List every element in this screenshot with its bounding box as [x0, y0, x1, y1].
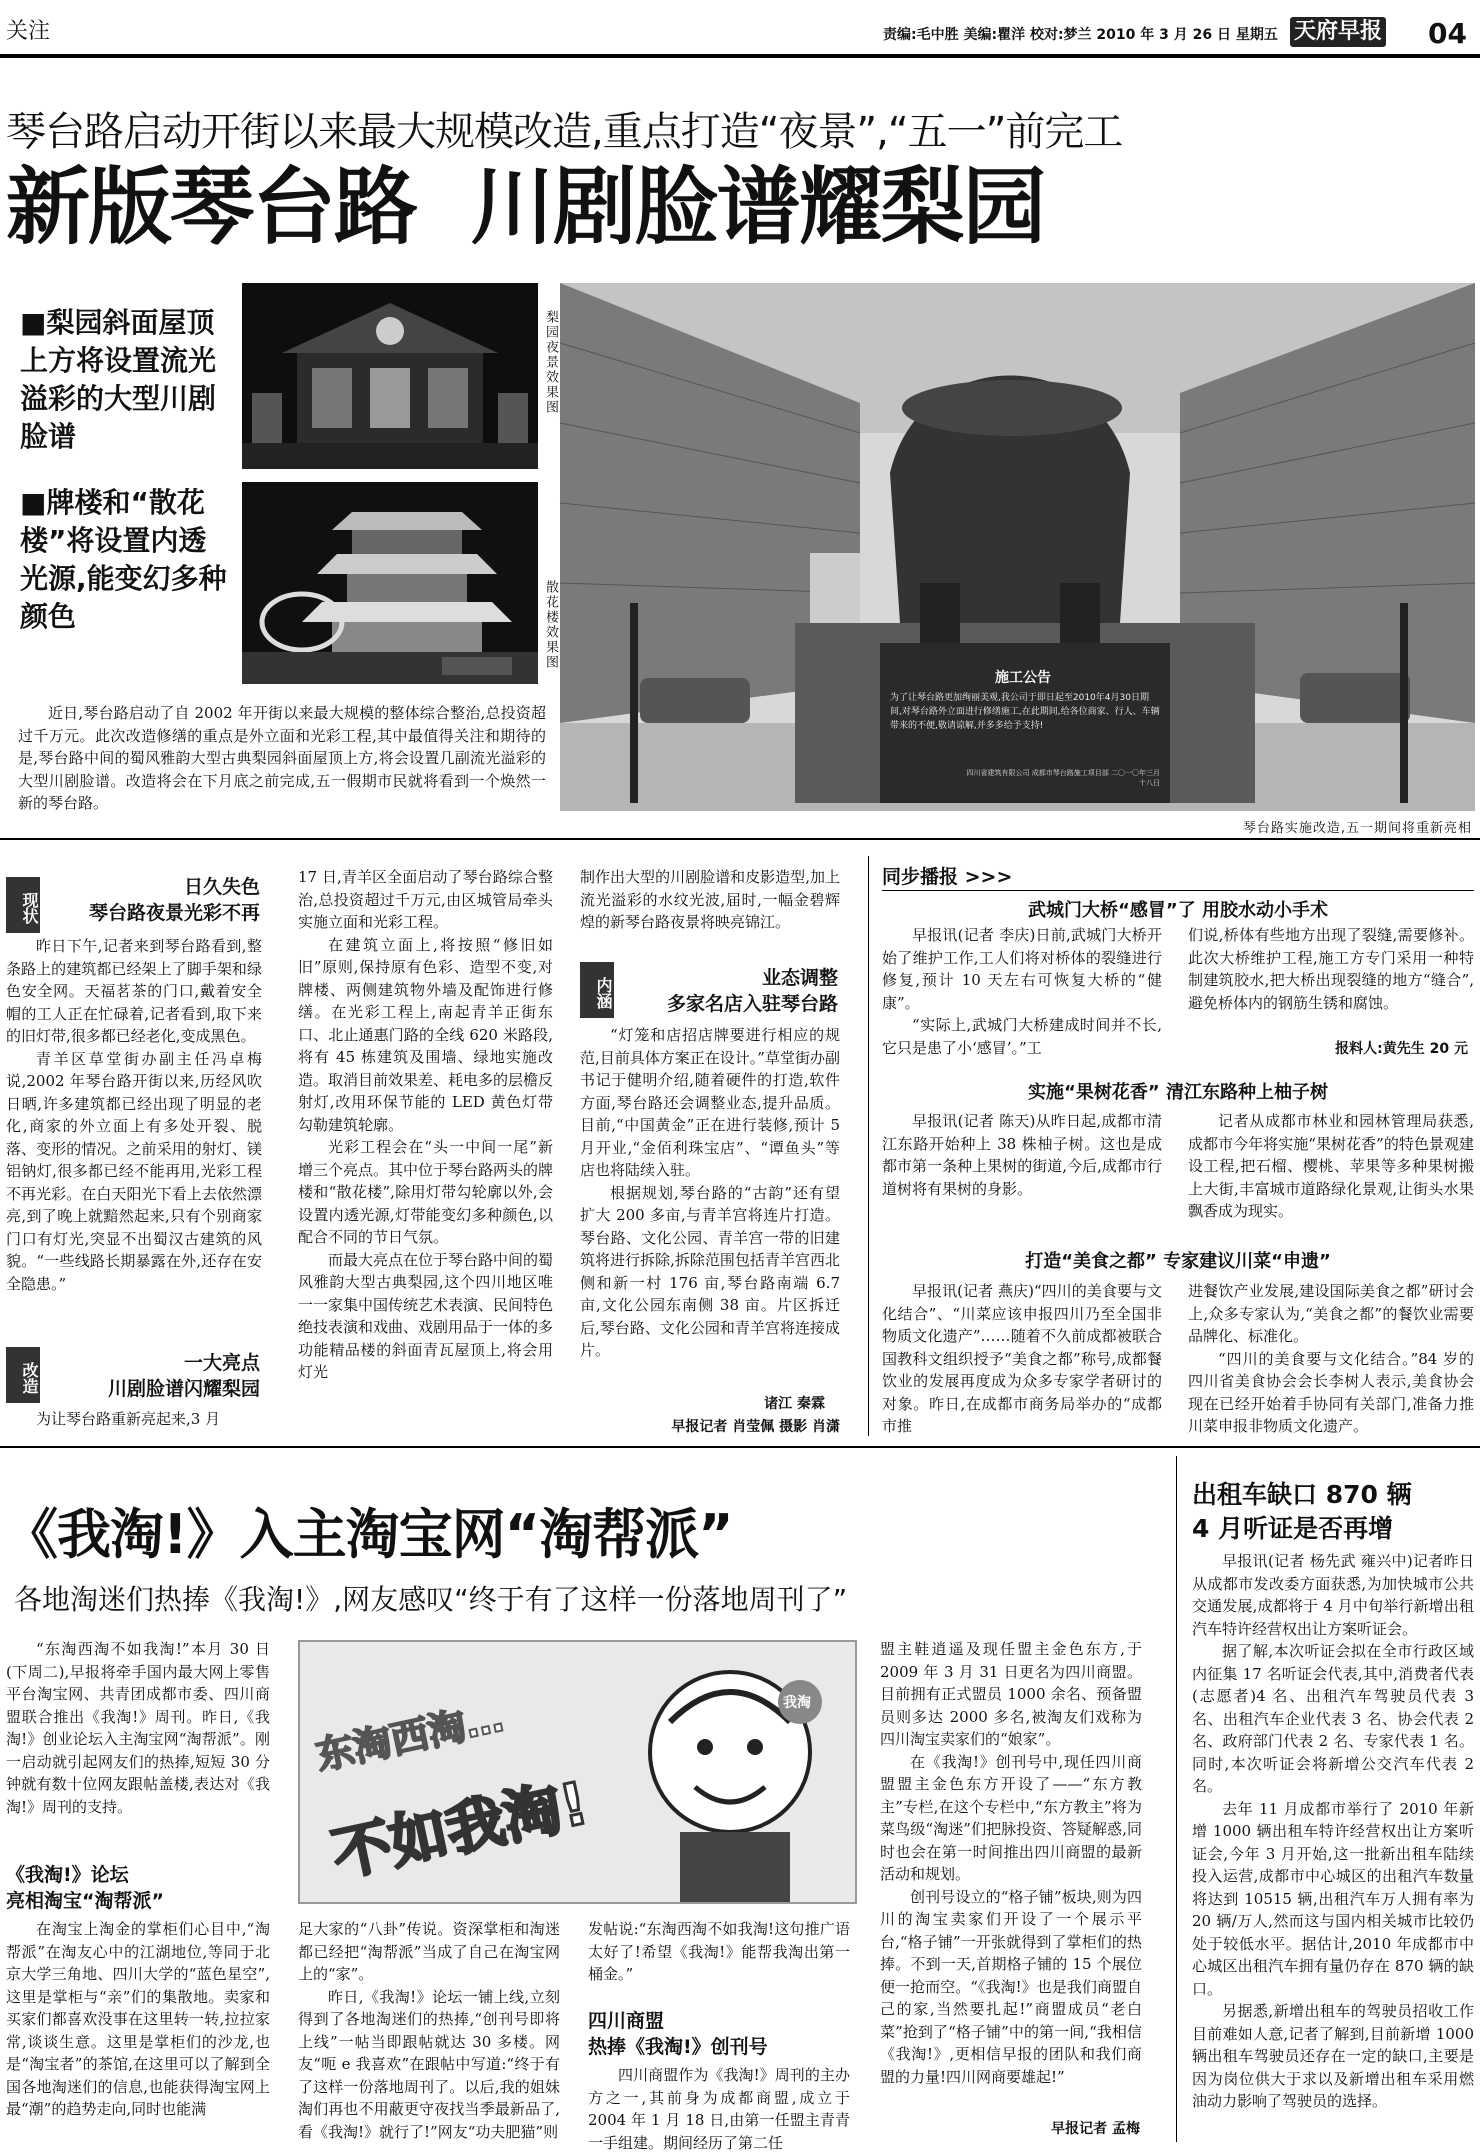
- brief-title-1: 武城门大桥“感冒”了 用胶水动小手术: [1028, 900, 1328, 921]
- story2-col1b-p1: 在淘宝上淘金的掌柜们心目中,“淘帮派”在淘友心中的江湖地位,等同于北京大学三角地、四川大学的“蓝色星空”,这里是掌柜与“亲”们的集散地。卖家和买家们都喜欢没事在这里转一转,拉拉家常,谈谈生意。这里是掌柜们的沙龙,也是“淘宝者”的茶馆,在这里可以了解到全国各地淘迷们的信息,也能获得淘宝网上最“潮”的趋势走向,同时也能满: [6, 1920, 270, 2118]
- wotao-promo-line-1: 东淘西淘…: [312, 1695, 508, 1779]
- story1-col1-p2: 青羊区草堂街办副主任冯卓梅说,2002 年琴台路开街以来,历经风吹日晒,许多建筑都已经出现了明显的老化,商家的外立面上有多处开裂、脱落、变形的情况。之前采用的射灯、镁铝钠灯,很多都已经不能再用,光彩工程不再光彩。在白天阳光下看上去依然漂亮,到了晚上就黯然起来,只有个别商家门口有灯光,突显不出蜀汉古建筑的风貌。“一些线路长期暴露在外,还存在安全隐患。”: [6, 1049, 262, 1293]
- brief-3-p1: 早报讯(记者 燕庆)“四川的美食要与文化结合”、“川菜应该申报四川乃至全国非物质文化遗产”……随着不久前成都被联合国教科文组织授予“美食之都”称号,成都餐饮业的发展再度成为众多专家学者研讨的对象。昨日,在成都市商务局举办的“成都市推: [882, 1282, 1162, 1435]
- story2-signature: 早报记者 孟梅: [1051, 2121, 1140, 2137]
- story3-title: [1192, 1478, 1474, 1546]
- story2-subhead-2a: 四川商盟: [588, 2010, 665, 2032]
- construction-notice-text: 为了让琴台路更加绚丽美观,我公司于即日起至2010年4月30日期间,对琴台路外立面进行修缮施工,在此期间,给各位商家、行人、车辆带来的不便,敬请谅解,并多多给予支持!: [890, 693, 1160, 731]
- lead-photo-caption: 琴台路实施改造,五一期间将重新亮相: [1242, 821, 1472, 836]
- wotao-promo-cartoon: [298, 1640, 857, 1904]
- story2-col3b-p1: 四川商盟作为《我淘!》周刊的主办方之一,其前身为成都商盟,成立于 2004 年 1 月 18 日,由第一任盟主青青一手组建。期间经历了第二任: [588, 2066, 850, 2152]
- badge-renovation: 改造: [6, 1347, 40, 1403]
- story1-col3b: [580, 1024, 840, 1394]
- lead-bottom-rule: [0, 838, 1480, 840]
- mid-rule: [0, 1446, 1480, 1448]
- brief-1-p2: “实际上,武城门大桥建成时间并不长,它只是患了小‘感冒’。”工: [882, 1016, 1162, 1057]
- story2-col4-p3: 创刊号设立的“格子铺”板块,则为四川的淘宝卖家们开设了一个展示平台,“格子铺”一开张就得到了掌柜们的热捧。不到一天,首期格子铺的 15 个展位便一抢而空。“《我淘!》也是我们商盟自己的家,当然要扎起!”商盟成员“老白菜”抢到了“格子铺”中的第一间,“我相信《我淘!》,更相信早报的团队和我们商盟的力量!四川网商要雄起!”: [880, 1887, 1142, 2086]
- story2-col3: [588, 1918, 850, 1988]
- page-number: 04: [1428, 17, 1467, 50]
- masthead-logo: 天府早报: [1290, 17, 1386, 47]
- brief-2-p1: 早报讯(记者 陈天)从昨日起,成都市清江东路开始种上 38 株柚子树。这也是成都市第一条种上果树的街道,今后,成都市行道树将有果树的身影。: [882, 1112, 1162, 1198]
- story1-subhead-2: [50, 1350, 260, 1402]
- story1-col1-tail: [6, 1408, 262, 1432]
- story3-p4: 另据悉,新增出租车的驾驶员招收工作目前难如人意,记者了解到,目前新增 1000 辆出租车驾驶员还存在一定的缺口,主要是因为岗位供大于求以及新增出租车采用燃油动力影响了驾驶员的选择。: [1192, 2002, 1474, 2110]
- brief-2-col-b: [1188, 1110, 1474, 1220]
- story1-col3b-p2: 根据规划,琴台路的“古韵”还有望扩大 200 多亩,与青羊宫将连片打造。琴台路、文化公园、青羊宫一带的旧建筑将进行拆除,拆除范围包括青羊宫西北侧和新一村 176 亩,琴台路南端 6.7 亩,文化公园东南侧 38 亩。片区拆迁后,琴台路、文化公园和青羊宫将连接成片。: [580, 1183, 840, 1359]
- story1-col2-p2: 在建筑立面上,将按照“修旧如旧”原则,保持原有色彩、造型不变,对牌楼、两侧建筑物外墙及配饰进行修缮。在光彩工程上,南起青羊正街东口、北止通惠门路的全线 620 米路段,将有 45 栋建筑及围墙、绿地实施改造。取消目前效果差、耗电多的层檐反射灯,改用环保节能的 LED 黄色灯带勾勒建筑轮廓。: [298, 935, 554, 1134]
- construction-notice-footer: 四川省建筑有限公司 成都市琴台路施工项目部 二〇一〇年三月十八日: [966, 769, 1160, 787]
- brief-divider: [868, 856, 869, 1436]
- story1-col2-p3: 光彩工程会在“头一中间一尾”新增三个亮点。其中位于琴台路两头的牌楼和“散花楼”,除用灯带勾轮廓以外,会设置内透光源,灯带能变幻多种颜色,以配合不同的节日气氛。: [298, 1138, 554, 1246]
- story1-subhead-2b: 川剧脸谱闪耀梨园: [107, 1378, 260, 1400]
- sanhua-tower-render: [242, 482, 538, 684]
- story1-subhead-2a: 一大亮点: [183, 1352, 260, 1374]
- story1-col3b-p1: “灯笼和店招店牌要进行相应的规范,目前具体方案正在设计。”草堂街办副书记于健明介绍,随着硬件的打造,软件方面,琴台路还会调整业态,提升品质。目前,“中国黄金”正在进行装修,预计 5 月开业,“金佰利珠宝店”、“谭鱼头”等店也将陆续入驻。: [580, 1026, 840, 1179]
- story2-col2-p1: 足大家的“八卦”传说。资深掌柜和淘迷都已经把“淘帮派”当成了自己在淘宝网上的“家”。: [298, 1920, 560, 1983]
- lead-title: 新版琴台路 川剧脸谱耀梨园: [6, 158, 1045, 256]
- brief-3-col-b: [1188, 1280, 1474, 1438]
- editor-line: 责编:毛中胜 美编:瞿洋 校对:梦兰 2010 年 3 月 26 日 星期五: [883, 27, 1278, 43]
- brief-title-2: 实施“果树花香” 清江东路种上柚子树: [1028, 1082, 1328, 1103]
- story2-subhead-1a: 《我淘!》论坛: [6, 1864, 129, 1886]
- wotao-promo-line-2: 不如我淘!: [326, 1768, 594, 1890]
- story1-signature-1: 诸江 秦霖: [764, 1396, 825, 1412]
- story3-title-line-1: 出租车缺口 870 辆: [1192, 1480, 1412, 1509]
- story2-col4: [880, 1638, 1142, 2118]
- story1-col1-p1: 昨日下午,记者来到琴台路看到,整条路上的建筑都已经架上了脚手架和绿色安全网。天福茗茶的门口,戴着安全帽的工人正在忙碌着,记者看到,取下来的旧灯带,很多都已经老化,变成黑色。: [6, 937, 262, 1045]
- story2-col1: [6, 1638, 270, 1848]
- brief-3-col-a: [882, 1280, 1162, 1438]
- story2-title: 《我淘!》入主淘宝网“淘帮派”: [4, 1503, 733, 1566]
- story2-subhead-2b: 热捧《我淘!》创刊号: [588, 2036, 768, 2058]
- brief-header-rule: [882, 890, 1474, 891]
- lead-bullet-2: ■牌楼和“散花楼”将设置内透光源,能变幻多种颜色: [20, 486, 227, 633]
- story1-subhead-1a: 日久失色: [183, 876, 260, 898]
- story1-subhead-3a: 业态调整: [761, 967, 838, 989]
- story1-subhead-3: [620, 965, 838, 1017]
- story2-col3-p1: 发帖说:“东淘西淘不如我淘!这句推广语太好了!希望《我淘!》能帮我淘出第一桶金。”: [588, 1920, 850, 1983]
- lead-intro-text: 近日,琴台路启动了自 2002 年开街以来最大规模的整体综合整治,总投资超过千万元。此次改造修缮的重点是外立面和光彩工程,其中最值得关注和期待的是,琴台路中间的蜀风雅韵大型古典梨园斜面屋顶上方,将会设置几副流光溢彩的大型川剧脸谱。改造将会在下月底之前完成,五一假期市民就将看到一个焕然一新的琴台路。: [18, 704, 546, 812]
- story2-col2: [298, 1918, 560, 2141]
- caption-sanhua: 散花楼效果图: [543, 580, 558, 670]
- story2-col3b: [588, 2064, 850, 2152]
- story1-col2-p1: 17 日,青羊区全面启动了琴台路综合整治,总投资超过千万元,由区城管局牵头实施立面和光彩工程。: [298, 868, 553, 931]
- qintai-road-photo: [560, 283, 1475, 811]
- sanhua-tower-illustration: [242, 482, 538, 684]
- brief-1-col-b: [1188, 924, 1474, 1026]
- construction-notice-title: 施工公告: [995, 670, 1051, 686]
- brief-title-3: 打造“美食之都” 专家建议川菜“申遗”: [1025, 1251, 1331, 1272]
- story1-col1-tail-text: 为让琴台路重新亮起来,3 月: [36, 1410, 221, 1428]
- story2-col4-p2: 在《我淘!》创刊号中,现任四川商盟盟主金色东方开设了——“东方教主”专栏,在这个专栏中,“东方教主”将为菜鸟级“淘迷”们把脉投资、答疑解惑,同时也会在第一时间推出四川商盟的最新活动和规划。: [880, 1752, 1142, 1883]
- lead-bullet-1: ■梨园斜面屋顶上方将设置流光溢彩的大型川剧脸谱: [20, 306, 217, 453]
- story3-body: [1192, 1550, 1474, 2140]
- story2-subhead-2: [588, 2008, 850, 2060]
- story2-subtitle: 各地淘迷们热捧《我淘!》,网友感叹“终于有了这样一份落地周刊了”: [14, 1583, 848, 1616]
- liyuan-night-render: [242, 283, 538, 469]
- brief-1-p3: 们说,桥体有些地方出现了裂缝,需要修补。此次大桥维护工程,施工方专门采用一种特制建筑胶水,把大桥出现裂缝的地方“缝合”,避免桥体内的钢筋生锈和腐蚀。: [1188, 926, 1474, 1012]
- caption-liyuan: 梨园夜景效果图: [543, 310, 558, 415]
- brief-1-p1: 早报讯(记者 李庆)日前,武城门大桥开始了维护工作,工人们将对桥体的裂缝进行修复,预计 10 天左右可恢复大桥的“健康”。: [882, 926, 1162, 1012]
- story1-col2-p4: 而最大亮点在位于琴台路中间的蜀风雅韵大型古典梨园,这个四川地区唯一一家集中国传统艺术表演、民间特色绝技表演和戏曲、戏剧用品于一体的多功能精品楼的斜面青瓦屋顶上,将会用灯光: [298, 1250, 554, 1381]
- story1-col3: [580, 866, 840, 962]
- story1-subhead-3b: 多家名店入驻琴台路: [666, 993, 838, 1015]
- brief-1-col-a: [882, 924, 1162, 1057]
- story3-p1: 早报讯(记者 杨先武 雍兴中)记者昨日从成都市发改委方面获悉,为加快城市公共交通发展,成都将于 4 月中旬举行新增出租汽车特许经营权出让方案听证会。: [1192, 1552, 1474, 1638]
- story1-col2: [298, 866, 553, 1436]
- story1-col1: [6, 935, 262, 1340]
- story2-col1-p1: “东淘西淘不如我淘!”本月 30 日(下周二),早报将牵手国内最大网上零售平台淘宝网、共青团成都市委、四川商盟联合推出《我淘!》周刊。昨日,《我淘!》创业论坛入主淘宝网“淘帮派”。刚一启动就引起网友们的热捧,短短 30 分钟就有数十位网友跟帖盖楼,表达对《我淘!》周刊的支持。: [6, 1640, 270, 1816]
- brief-3-p2: 进餐饮产业发展,建设国际美食之都”研讨会上,众多专家认为,“美食之都”的餐饮业需要品牌化、标准化。: [1188, 1282, 1474, 1345]
- brief-header: 同步播报 >>>: [882, 866, 1013, 888]
- brief-3-p3: “四川的美食要与文化结合。”84 岁的四川省美食协会会长李树人表示,美食协会现在已经开始着手协同有关部门,准备力推川菜申报非物质文化遗产。: [1188, 1349, 1474, 1435]
- brief-1-signature: 报料人:黄先生 20 元: [1335, 1041, 1468, 1057]
- lead-kicker: 琴台路启动开街以来最大规模改造,重点打造“夜景”,“五一”前完工: [6, 109, 1123, 155]
- brief-2-col-a: [882, 1110, 1162, 1206]
- story2-subhead-1b: 亮相淘宝“淘帮派”: [6, 1890, 164, 1912]
- header-rule: [0, 54, 1480, 58]
- badge-connotation: 内涵: [580, 962, 614, 1018]
- wotao-badge: 我淘: [783, 1695, 811, 1711]
- story2-col1b: [6, 1918, 270, 2138]
- liyuan-night-illustration: [242, 283, 538, 469]
- story1-subhead-1b: 琴台路夜景光彩不再: [88, 902, 260, 924]
- story3-title-line-2: 4 月听证是否再增: [1192, 1514, 1394, 1543]
- story1-signature-2: 早报记者 肖莹佩 摄影 肖潇: [671, 1419, 840, 1435]
- story1-col3-p1: 制作出大型的川剧脸谱和皮影造型,加上流光溢彩的水纹光波,届时,一幅金碧辉煌的新琴台路夜景将映亮锦江。: [580, 868, 840, 931]
- story2-col2-p2: 昨日,《我淘!》论坛一铺上线,立刻得到了各地淘迷们的热捧,“创刊号即将上线”一帖当即跟帖就达 30 多楼。网友“呃 e 我喜欢”在跟帖中写道:“终于有了这样一份落地周刊了。以后,我的姐妹淘们再也不用蔽更守夜找当季最新品了,看《我淘!》就行了!”网友“功夫肥猫”则: [298, 1987, 560, 2141]
- lead-intro: [18, 702, 546, 812]
- story2-subhead-1: [6, 1862, 270, 1914]
- story3-p2: 据了解,本次听证会拟在全市行政区域内征集 17 名听证会代表,其中,消费者代表(志愿者)4 名、出租汽车驾驶员代表 3 名、出租汽车企业代表 3 名、协会代表 2 名、政府部门代表 2 名、专家代表 1 名。同时,本次听证会将新增公交汽车代表 2 名。: [1192, 1642, 1474, 1795]
- story1-subhead-1: [50, 874, 260, 926]
- section-label: 关注: [6, 19, 51, 44]
- story3-p3: 去年 11 月成都市举行了 2010 年新增 1000 辆出租车特许经营权出让方案听证会,今年 3 月开始,这一批新出租车陆续投入运营,成都市中心城区的出租汽车数量将达到 10515 辆,出租汽车万人拥有率为 20 辆/万人,然而这与国内相关城市比较仍处于较低水平。据估计,2010 年成都市中心城区出租汽车拥有量仍存在 870 辆的缺口。: [1192, 1799, 1474, 1998]
- badge-current-state: 现状: [6, 877, 40, 933]
- story3-divider: [1176, 1456, 1177, 2142]
- story2-col4-p1: 盟主鞋逍遥及现任盟主金色东方,于 2009 年 3 月 31 日更名为四川商盟。目前拥有正式盟员 1000 余名、预备盟员则多达 2000 多名,被淘友们戏称为四川淘宝卖家们的“娘家”。: [880, 1640, 1142, 1748]
- brief-2-p2: 记者从成都市林业和园林管理局获悉,成都市今年将实施“果树花香”的特色景观建设工程,把石榴、樱桃、苹果等多种果树搬上大街,丰富城市道路绿化景观,让街头水果飘香成为现实。: [1188, 1112, 1474, 1220]
